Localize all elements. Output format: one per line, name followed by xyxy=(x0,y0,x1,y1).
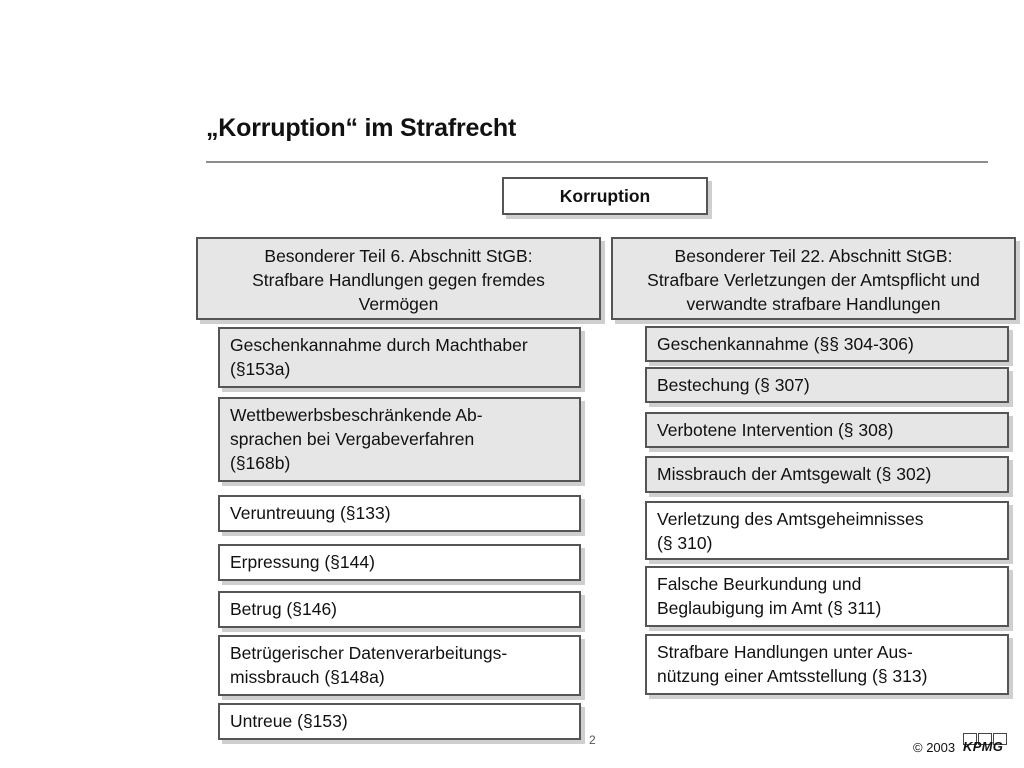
title-divider xyxy=(206,161,988,163)
left-item-node xyxy=(218,703,581,740)
left-item-line: Erpressung (§144) xyxy=(230,552,375,572)
left-item-line: Betrug (§146) xyxy=(230,599,338,619)
right-item-node xyxy=(645,501,1009,560)
left-item-line: sprachen bei Vergabeverfahren xyxy=(230,429,475,449)
root-node-label: Korruption xyxy=(559,186,651,206)
right-header-line: Besonderer Teil 22. Abschnitt StGB: xyxy=(674,246,953,266)
right-item-node xyxy=(645,566,1009,627)
right-item-line: Missbrauch der Amtsgewalt (§ 302) xyxy=(657,464,932,484)
left-item-node xyxy=(218,495,581,532)
slide-title: „Korruption“ im Strafrecht xyxy=(206,114,517,142)
left-item-node xyxy=(218,327,581,388)
right-item-line: nützung einer Amtsstellung (§ 313) xyxy=(657,666,928,686)
left-header-line: Vermögen xyxy=(358,294,439,314)
left-header-line: Strafbare Handlungen gegen fremdes xyxy=(252,270,545,290)
copyright-text: © 2003 xyxy=(913,740,956,755)
left-item-line: Wettbewerbsbeschränkende Ab- xyxy=(230,405,483,425)
right-item-line: Bestechung (§ 307) xyxy=(657,375,810,395)
right-item-line: Verletzung des Amtsgeheimnisses xyxy=(657,509,924,529)
right-item-node xyxy=(645,634,1009,695)
right-item-line: Beglaubigung im Amt (§ 311) xyxy=(657,598,882,618)
left-item-line: missbrauch (§148a) xyxy=(230,667,385,687)
right-item-line: Strafbare Handlungen unter Aus- xyxy=(657,642,913,662)
left-item-line: Veruntreuung (§133) xyxy=(230,503,391,523)
right-item-line: Geschenkannahme (§§ 304-306) xyxy=(657,334,914,354)
left-header-line: Besonderer Teil 6. Abschnitt StGB: xyxy=(264,246,533,266)
right-item-line: (§ 310) xyxy=(657,533,713,553)
page-number: 2 xyxy=(589,733,596,747)
right-item-node xyxy=(645,326,1009,362)
left-item-line: Untreue (§153) xyxy=(230,711,348,731)
right-branch-header xyxy=(611,237,1016,320)
right-item-node xyxy=(645,367,1009,403)
right-item-line: Verbotene Intervention (§ 308) xyxy=(657,420,894,440)
right-item-node xyxy=(645,412,1009,448)
left-item-node xyxy=(218,397,581,482)
left-item-line: (§168b) xyxy=(230,453,291,473)
left-branch-header xyxy=(196,237,601,320)
left-item-line: (§153a) xyxy=(230,359,291,379)
right-item-node xyxy=(645,456,1009,493)
left-item-line: Geschenkannahme durch Machthaber xyxy=(230,335,528,355)
left-item-line: Betrügerischer Datenverarbeitungs- xyxy=(230,643,508,663)
root-node-korruption xyxy=(502,177,708,215)
left-item-node xyxy=(218,544,581,581)
right-header-line: Strafbare Verletzungen der Amtspflicht und xyxy=(647,270,980,290)
left-item-node xyxy=(218,591,581,628)
brand-logo-text: KPMG xyxy=(963,739,1004,754)
right-header-line: verwandte strafbare Handlungen xyxy=(686,294,941,314)
right-item-line: Falsche Beurkundung und xyxy=(657,574,862,594)
left-item-node xyxy=(218,635,581,696)
